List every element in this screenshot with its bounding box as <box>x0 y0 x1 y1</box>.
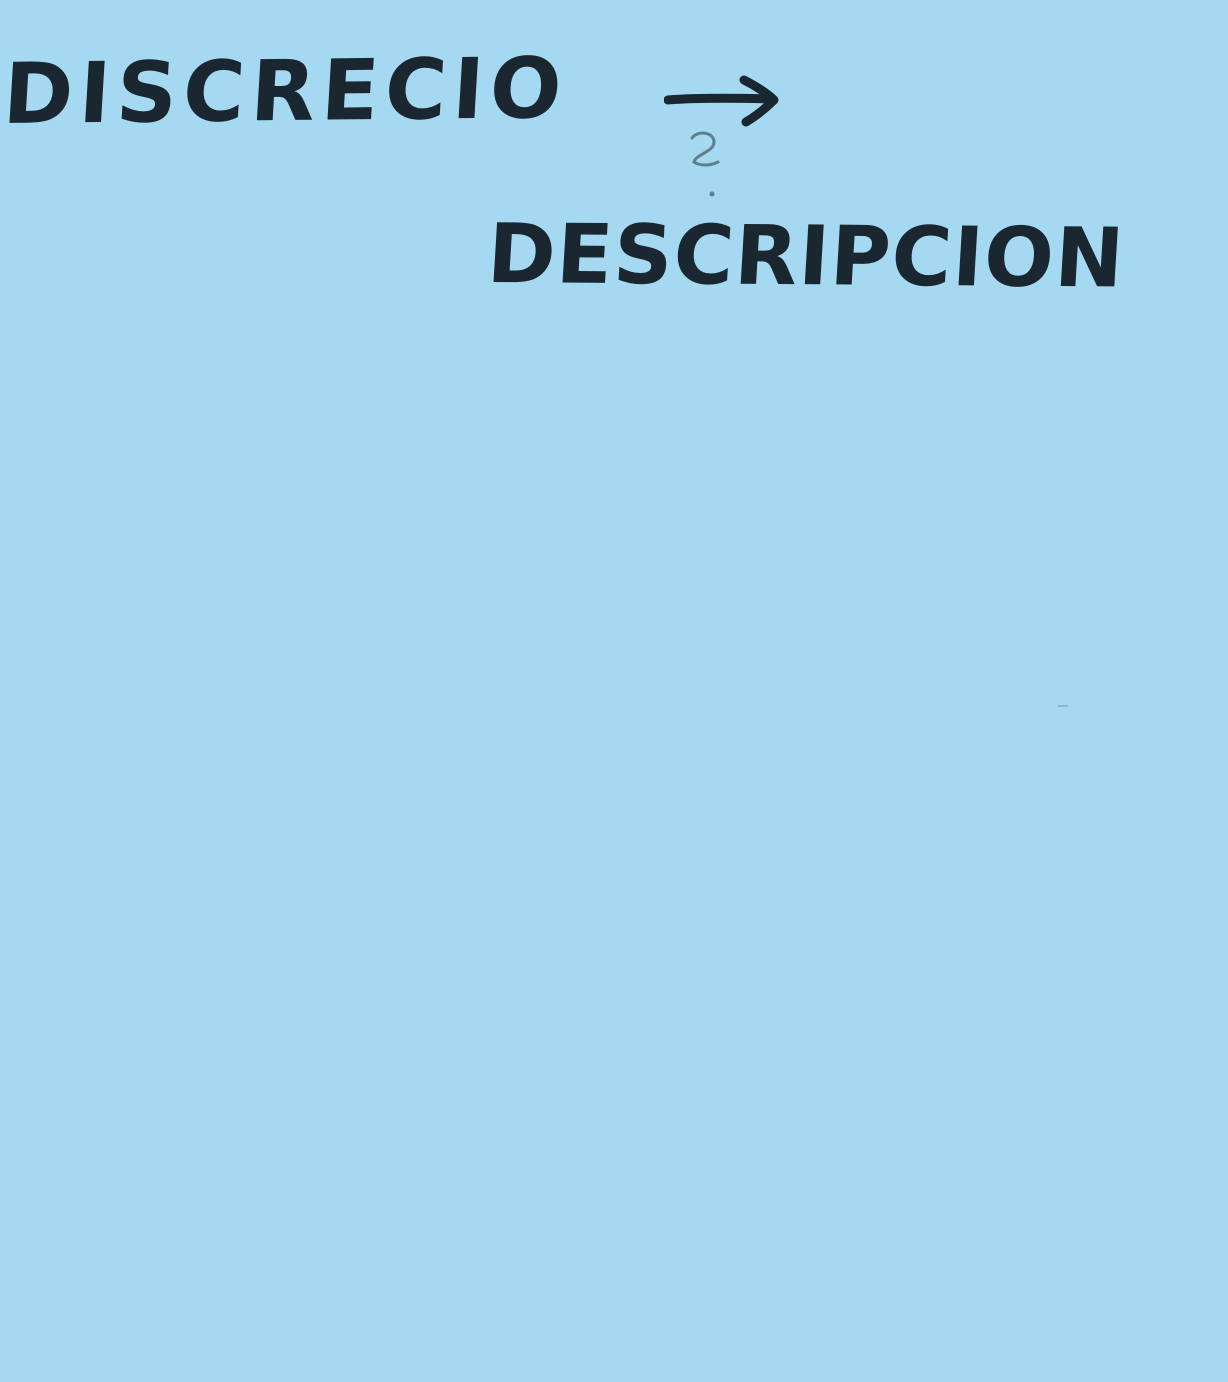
handwritten-word-descripcion: DESCRIPCION <box>484 207 1128 307</box>
arrow-right-icon <box>664 72 782 132</box>
question-mark-icon <box>684 128 724 202</box>
paper-speck <box>1058 705 1068 707</box>
handwritten-word-discrecio: DISCRECIO <box>0 39 571 143</box>
